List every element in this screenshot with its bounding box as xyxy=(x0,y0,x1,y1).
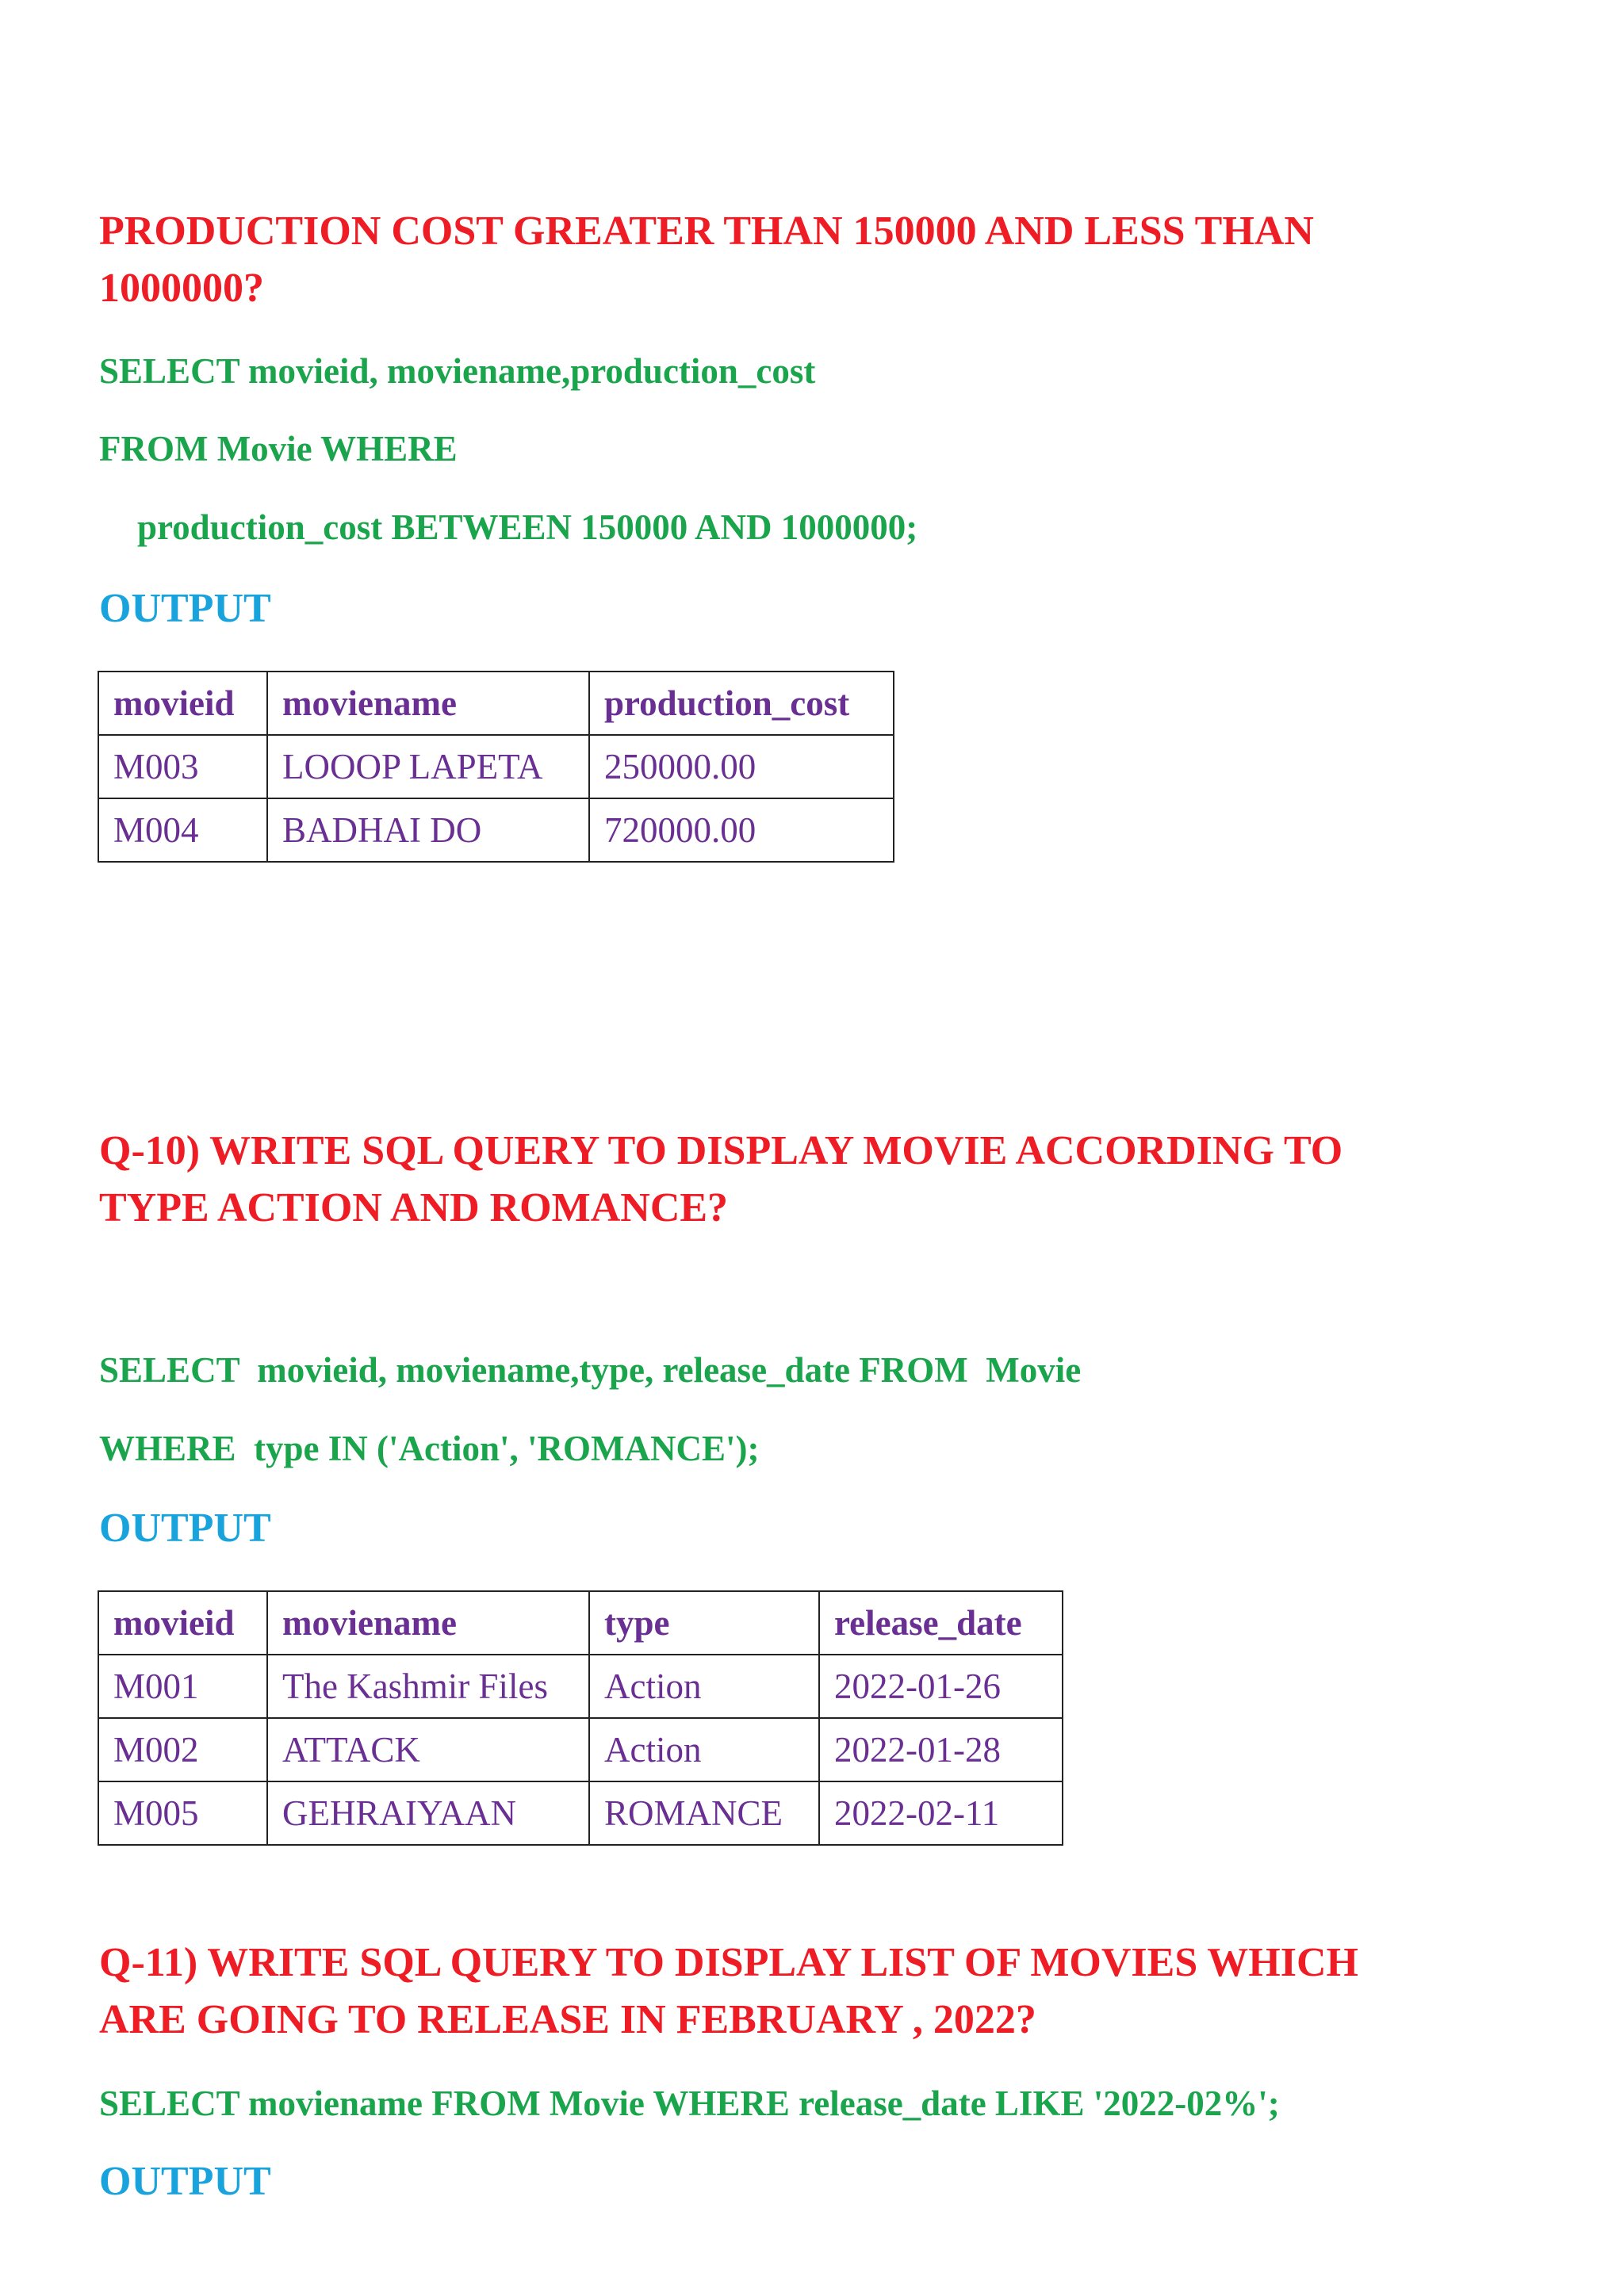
table-cell: 2022-01-26 xyxy=(819,1655,1063,1718)
table-row xyxy=(98,735,894,798)
table-cell: M003 xyxy=(98,735,267,798)
column-header: moviename xyxy=(267,672,589,735)
question-heading xyxy=(99,1123,1342,1237)
table-cell: ATTACK xyxy=(267,1718,589,1781)
table-cell: 2022-02-11 xyxy=(819,1781,1063,1845)
table-cell: The Kashmir Files xyxy=(267,1655,589,1718)
output-label: OUTPUT xyxy=(99,586,271,631)
question-line: Q-10) WRITE SQL QUERY TO DISPLAY MOVIE ACCORDING TO xyxy=(99,1128,1343,1173)
table-cell: Action xyxy=(589,1655,819,1718)
table-cell: 720000.00 xyxy=(589,798,894,862)
table-cell: BADHAI DO xyxy=(267,798,589,862)
output-label: OUTPUT xyxy=(99,1506,271,1551)
table-cell: M001 xyxy=(98,1655,267,1718)
table-header-row xyxy=(98,1591,1063,1655)
table-cell: M005 xyxy=(98,1781,267,1845)
column-header: release_date xyxy=(819,1591,1063,1655)
table-row xyxy=(98,798,894,862)
column-header: type xyxy=(589,1591,819,1655)
sql-line: WHERE type IN ('Action', 'ROMANCE'); xyxy=(99,1429,760,1468)
sql-line: SELECT movieid, moviename,production_cost xyxy=(99,351,816,391)
column-header: movieid xyxy=(98,1591,267,1655)
table-cell: M004 xyxy=(98,798,267,862)
sql-line: SELECT moviename FROM Movie WHERE release_date LIKE '2022-02%'; xyxy=(99,2084,1280,2123)
table-row xyxy=(98,1718,1063,1781)
output-label: OUTPUT xyxy=(99,2159,271,2204)
table-cell: 250000.00 xyxy=(589,735,894,798)
table-row xyxy=(98,1655,1063,1718)
column-header: movieid xyxy=(98,672,267,735)
table-row xyxy=(98,1781,1063,1845)
question-heading xyxy=(99,1934,1358,2049)
table-cell: GEHRAIYAAN xyxy=(267,1781,589,1845)
table-cell: ROMANCE xyxy=(589,1781,819,1845)
question-line: Q-11) WRITE SQL QUERY TO DISPLAY LIST OF MOVIES WHICH xyxy=(99,1940,1358,1985)
table-cell: Action xyxy=(589,1718,819,1781)
sql-line: SELECT movieid, moviename,type, release_date FROM Movie xyxy=(99,1350,1082,1390)
table-header-row xyxy=(98,672,894,735)
question-line: PRODUCTION COST GREATER THAN 150000 AND LESS THAN xyxy=(99,209,1314,254)
result-table xyxy=(98,671,894,863)
question-line: 1000000? xyxy=(99,266,264,311)
question-heading xyxy=(99,203,1314,317)
table-cell: 2022-01-28 xyxy=(819,1718,1063,1781)
question-line: ARE GOING TO RELEASE IN FEBRUARY , 2022? xyxy=(99,1997,1036,2042)
column-header: production_cost xyxy=(589,672,894,735)
question-line: TYPE ACTION AND ROMANCE? xyxy=(99,1185,729,1230)
sql-line: FROM Movie WHERE xyxy=(99,429,458,469)
result-table xyxy=(98,1590,1063,1846)
table-cell: M002 xyxy=(98,1718,267,1781)
sql-line: production_cost BETWEEN 150000 AND 1000000; xyxy=(137,507,918,547)
table-cell: LOOOP LAPETA xyxy=(267,735,589,798)
column-header: moviename xyxy=(267,1591,589,1655)
